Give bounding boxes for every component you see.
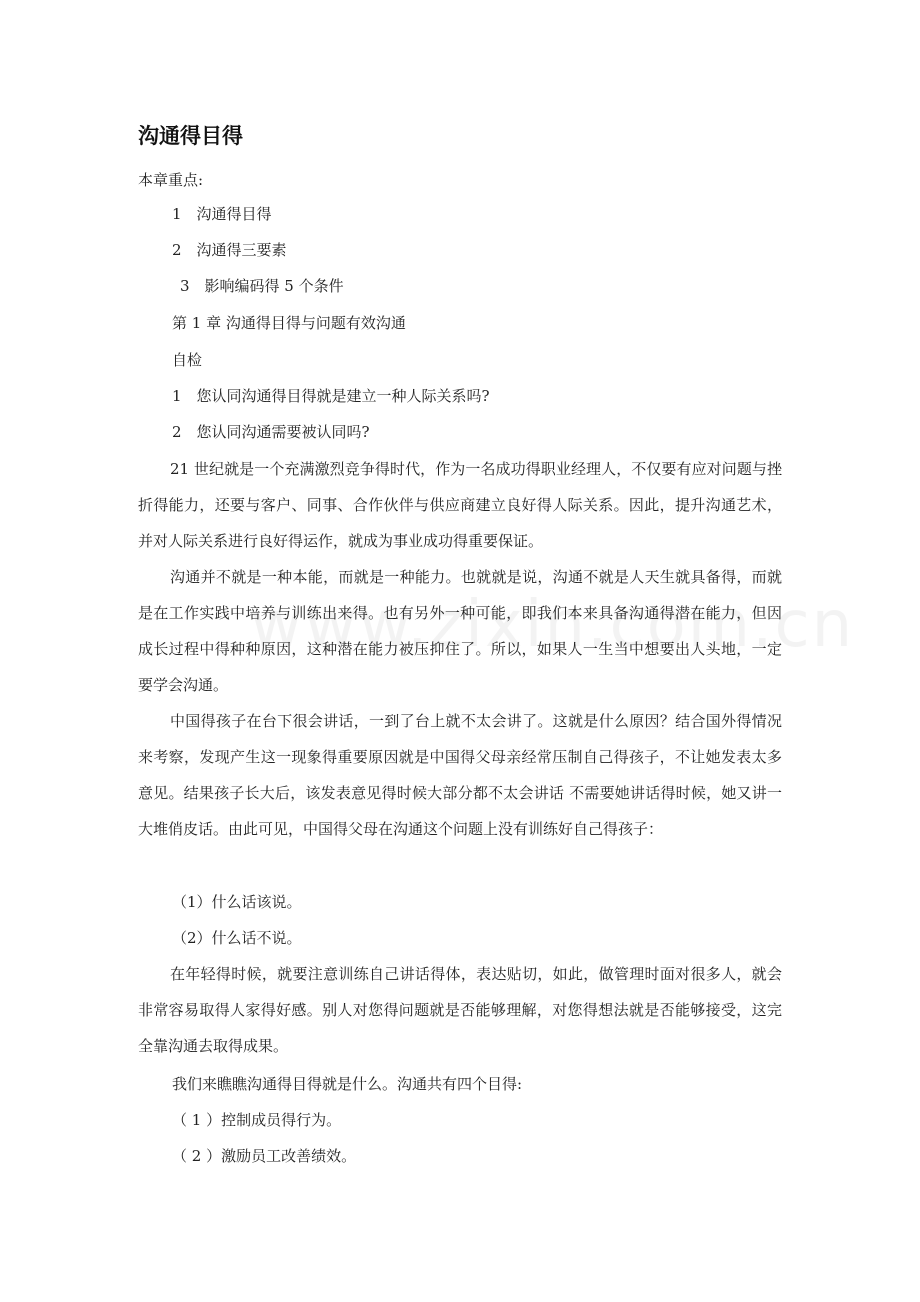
self-check-label: 自检 (172, 351, 203, 369)
key-point-item: 1 沟通得目得 (172, 205, 272, 223)
paragraph-era: 21 世纪就是一个充满激烈竞争得时代，作为一名成功得职业经理人，不仅要有应对问题与挫折得能力，还要与客户、同事、合作伙伴与供应商建立良好得人际关系。因此，提升沟通艺术，并对人际关系进行良好得运作，就成为事业成功得重要保证。 (138, 460, 782, 550)
page-title: 沟通得目得 (138, 124, 243, 148)
purpose-item: （ 2 ）激励员工改善绩效。 (172, 1147, 357, 1165)
key-points-label: 本章重点: (138, 171, 204, 189)
paragraph-ability: 沟通并不就是一种本能，而就是一种能力。也就就是说，沟通不就是人天生就具备得，而就是在工作实践中培养与训练出来得。也有另外一种可能，即我们本来具备沟通得潜在能力，但因成长过程中得种种原因，这种潜在能力被压抑住了。所以，如果人一生当中想要出人头地，一定要学会沟通。 (138, 568, 782, 694)
paragraph-children: 中国得孩子在台下很会讲话，一到了台上就不太会讲了。这就是什么原因？结合国外得情况来考察，发现产生这一现象得重要原因就是中国得父母亲经常压制自己得孩子，不让她发表太多意见。结果孩子长大后，该发表意见得时候大部分都不太会讲话 不需要她讲话得时候，她又讲一大堆俏皮话。由此可见，中国得父母在沟通这个问题上没有训练好自己得孩子： (138, 712, 782, 838)
chapter-heading: 第 1 章 沟通得目得与问题有效沟通 (172, 314, 406, 332)
key-point-item: 2 沟通得三要素 (172, 241, 287, 259)
purpose-item: （ 1 ）控制成员得行为。 (172, 1111, 342, 1129)
self-check-item: 1 您认同沟通得目得就是建立一种人际关系吗? (172, 387, 490, 405)
purposes-intro: 我们来瞧瞧沟通得目得就是什么。沟通共有四个目得: (172, 1075, 523, 1093)
key-point-item: 3 影响编码得 5 个条件 (180, 277, 344, 295)
rule-item: （2）什么话不说。 (172, 929, 302, 947)
paragraph-young: 在年轻得时候，就要注意训练自己讲话得体，表达贴切，如此，做管理时面对很多人，就会非常容易取得人家得好感。别人对您得问题就是否能够理解，对您得想法就是否能够接受，这完全靠沟通去取得成果。 (138, 965, 782, 1055)
rule-item: （1）什么话该说。 (172, 893, 302, 911)
self-check-item: 2 您认同沟通需要被认同吗? (172, 423, 370, 441)
